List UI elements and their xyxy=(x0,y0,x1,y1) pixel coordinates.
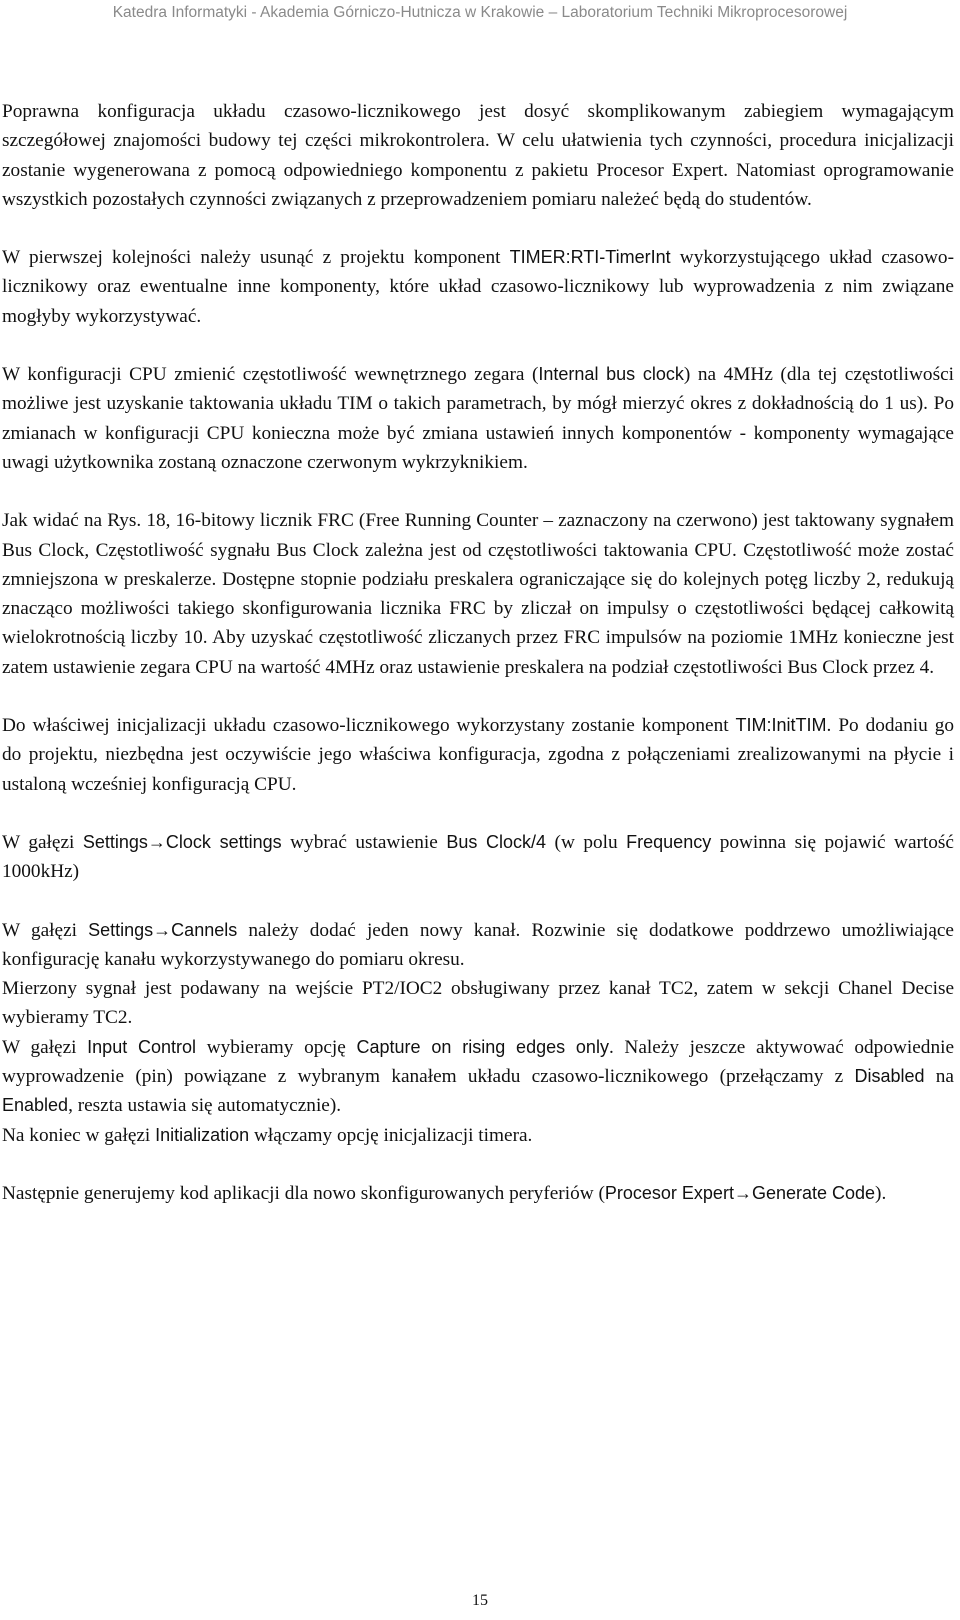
paragraph-intro: Poprawna konfiguracja układu czasowo-licznikowego jest dosyć skomplikowanym zabiegiem wymagającym szczegółowej znajomości budowy tej części mikrokontrolera. W celu ułatwienia tych czynności, procedura inicjalizacji zostanie wygenerowana z pomocą odpowiedniego komponentu z pakietu Procesor Expert. Natomiast oprogramowanie wszystkich pozostałych czynności związanych z przeprowadzeniem pomiaru należeć będą do studentów. xyxy=(2,101,954,210)
paragraph-frc-counter: Jak widać na Rys. 18, 16-bitowy licznik FRC (Free Running Counter – zaznaczony na czerwono) jest taktowany sygnałem Bus Clock, Częstotliwość sygnału Bus Clock zależna jest od częstotliwości taktowania CPU. Częstotliwość może zostać zmniejszona w preskalerze. Dostępne stopnie podziału preskalera ograniczające się do kolejnych potęg liczby 2, redukują znacząco możliwości takiego skonfigurowania licznika FRC by zliczał on impulsy o częstotliwości będącej całkowitą wielokrotnością liczby 10. Aby uzyskać częstotliwość zliczanych przez FRC impulsów na poziomie 1MHz konieczne jest zatem ustawienie zegara CPU na wartość 4MHz oraz ustawienie preskalera na podział częstotliwości Bus Clock przez 4. xyxy=(2,510,954,678)
setting-value: Capture on rising edges only xyxy=(356,1036,609,1057)
paragraph-clock-settings: W gałęzi Settings→Clock settings wybrać ustawienie Bus Clock/4 (w polu Frequency powinna się pojawić wartość 1000kHz) xyxy=(2,831,954,883)
setting-name: Internal bus clock xyxy=(538,364,684,385)
paragraph-cpu-config: W konfiguracji CPU zmienić częstotliwość wewnętrznego zegara (Internal bus clock) na 4MHz (dla tej częstotliwości możliwe jest uzyskanie taktowania układu TIM o takich parametrach, by mógł mierzyć okres z dokładnością do 1 us). Po zmianach w konfiguracji CPU konieczna może być zmiana ustawień innych komponentów - komponenty wymagające uwagi użytkownika zostaną oznaczone czerwonym wykrzyknikiem. xyxy=(2,364,954,473)
paragraph-initialization: Na koniec w gałęzi Initialization włączamy opcję inicjalizacji timera. xyxy=(2,1124,533,1146)
component-name: TIM:InitTIM xyxy=(735,715,827,736)
setting-value: Bus Clock/4 xyxy=(446,831,547,852)
setting-name: Input Control xyxy=(87,1036,197,1057)
page-header: Katedra Informatyki - Akademia Górniczo-Hutnicza w Krakowie – Laboratorium Techniki Mikroprocesorowej xyxy=(112,4,848,21)
paragraph-input-control: W gałęzi Input Control wybieramy opcję Capture on rising edges only. Należy jeszcze aktywować odpowiednie wyprowadzenie (pin) powiązane z wybranym kanałem układu czasowo-licznikowego (przełączamy z Disabled na Enabled, reszta ustawia się automatycznie). xyxy=(2,1036,955,1117)
setting-value: Disabled xyxy=(854,1066,925,1087)
paragraph-remove-component: W pierwszej kolejności należy usunąć z projektu komponent TIMER:RTI-TimerInt wykorzystującego układ czasowo-licznikowy oraz ewentualne inne komponenty, które układ czasowo-licznikowy lub wyprowadzenia z nim związane mogłyby wykorzystywać. xyxy=(2,247,954,327)
page-number: 15 xyxy=(472,1592,488,1609)
setting-name: Frequency xyxy=(626,831,712,852)
paragraph-channels: W gałęzi Settings→Cannels należy dodać jeden nowy kanał. Rozwinie się dodatkowe poddrzewo umożliwiające konfigurację kanału wykorzystywanego do pomiaru okresu. xyxy=(2,919,954,970)
paragraph-measured-signal: Mierzony sygnał jest podawany na wejście PT2/IOC2 obsługiwany przez kanał TC2, zatem w sekcji Chanel Decise wybieramy TC2. xyxy=(2,978,954,1029)
setting-name: Initialization xyxy=(155,1124,250,1145)
document-body xyxy=(2,97,954,1208)
setting-path: Settings→Cannels xyxy=(88,919,238,940)
paragraph-tim-component: Do właściwej inicjalizacji układu czasowo-licznikowego wykorzystany zostanie komponent TIM:InitTIM. Po dodaniu go do projektu, niezbędna jest oczywiście jego właściwa konfiguracja, zgodna z połączeniami zrealizowanymi na płycie i ustaloną wcześniej konfiguracją CPU. xyxy=(2,715,954,795)
setting-path: Settings→Clock settings xyxy=(82,831,282,852)
menu-path: Procesor Expert→Generate Code xyxy=(604,1182,876,1203)
setting-value: Enabled xyxy=(2,1095,69,1116)
component-name: TIMER:RTI-TimerInt xyxy=(509,247,671,268)
paragraph-generate-code: Następnie generujemy kod aplikacji dla nowo skonfigurowanych peryferiów (Procesor Expert→Generate Code). xyxy=(2,1182,887,1204)
